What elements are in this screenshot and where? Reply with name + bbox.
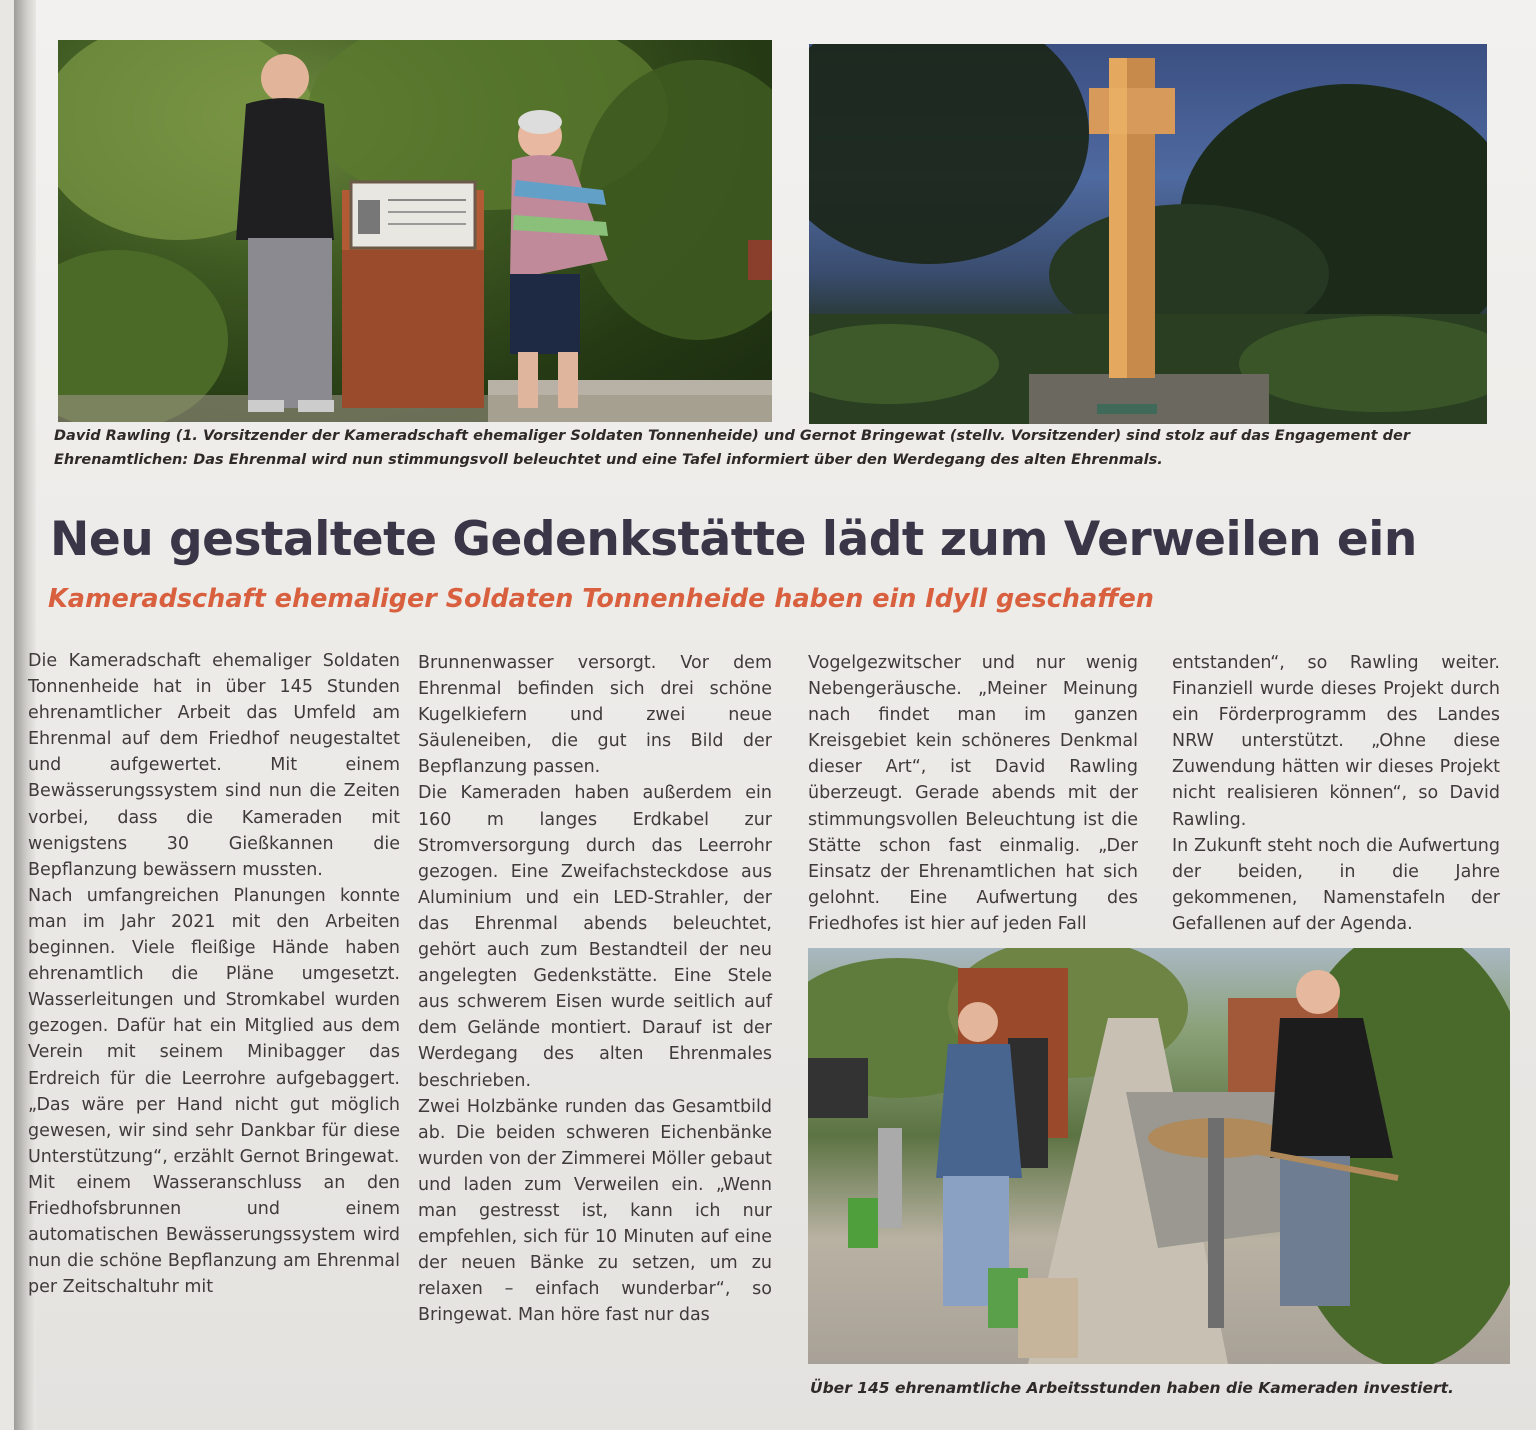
paragraph: Nach umfangreichen Planungen konnte man im Jahr 2021 mit den Arbeiten beginnen. Viele fleißige Hände haben ehrenamtlich die Pläne umgesetzt. Wasserleitungen und Stromkabel wurden gezogen. Dafür hat ein Mitglied aus dem Verein mit seinem Minibagger das Erdreich für die Leerrohre aufgebaggert. „Das wäre per Hand nicht gut möglich gewesen, wir sind sehr Dankbar für diese Unterstützung“, erzählt Gernot Bringewat. <box>28 885 400 1167</box>
photo-men-with-plaque-drawing <box>58 40 772 422</box>
article-column-3 <box>808 650 1138 937</box>
article-subheadline: Kameradschaft ehemaliger Soldaten Tonnenheide haben ein Idyll geschaffen <box>48 584 1154 614</box>
photo-caption-bottom: Über 145 ehrenamtliche Arbeitsstunden haben die Kameraden investiert. <box>810 1379 1454 1397</box>
photo-illuminated-cross <box>809 44 1487 424</box>
photo-illuminated-cross-drawing <box>809 44 1487 424</box>
article-column-2 <box>418 650 772 1328</box>
paragraph: Brunnenwasser versorgt. Vor dem Ehrenmal befinden sich drei schöne Kugelkiefern und zwei neue Säuleneiben, die gut ins Bild der Bepflanzung passen. <box>418 653 772 778</box>
photo-caption-top: David Rawling (1. Vorsitzender der Kameradschaft ehemaliger Soldaten Tonnenheide) und Gernot Bringewat (stellv. Vorsitzender) sind stolz auf das Engagement der Ehrenamtlichen: Das Ehrenmal wird nun stimmungsvoll beleuchtet und eine Tafel informiert über den Werdegang des alten Ehrenmals. <box>54 428 1411 468</box>
paragraph: In Zukunft steht noch die Aufwertung der beiden, in die Jahre gekommenen, Namenstafeln der Gefallenen auf der Agenda. <box>1172 835 1500 934</box>
paragraph: Mit einem Wasseranschluss an den Friedhofsbrunnen und einem automatischen Bewässerungssystem wird nun die schöne Bepflanzung am Ehrenmal per Zeitschaltuhr mit <box>28 1172 400 1298</box>
paragraph: Die Kameraden haben außerdem ein 160 m langes Erdkabel zur Stromversorgung durch das Leerrohr gezogen. Eine Zweifachsteckdose aus Aluminium und ein LED-Strahler, der das Ehrenmal abends beleuchtet, gehört auch zum Bestandteil der neu angelegten Gedenkstätte. Eine Stele aus schwerem Eisen wurde seitlich auf dem Gelände montiert. Darauf ist der Werdegang des alten Ehrenmales beschrieben. <box>418 783 772 1091</box>
photo-volunteers-working-drawing <box>808 948 1510 1364</box>
paragraph: Vogelgezwitscher und nur wenig Nebengeräusche. „Meiner Meinung nach findet man im ganzen Kreisgebiet kein schöneres Denkmal dieser Art“, ist David Rawling überzeugt. Gerade abends mit der stimmungsvollen Beleuchtung ist die Stätte schon fast einmalig. „Der Einsatz der Ehrenamtlichen hat sich gelohnt. Eine Aufwertung des Friedhofes ist hier auf jeden Fall <box>808 653 1138 934</box>
article-column-4 <box>1172 650 1500 937</box>
article-column-1 <box>28 648 400 1300</box>
photo-volunteers-working <box>808 948 1510 1364</box>
photo-men-with-plaque <box>58 40 772 422</box>
article-headline: Neu gestaltete Gedenkstätte lädt zum Verweilen ein <box>50 512 1417 567</box>
paragraph: Zwei Holzbänke runden das Gesamtbild ab. Die beiden schweren Eichenbänke wurden von der Zimmerei Möller gebaut und laden zum Verweilen ein. „Wenn man gestresst ist, kann ich nur empfehlen, sich für 10 Minuten auf eine der neuen Bänke zu setzen, um zu relaxen – einfach wunderbar“, so Bringewat. Man höre fast nur das <box>418 1096 772 1326</box>
paragraph: entstanden“, so Rawling weiter. Finanziell wurde dieses Projekt durch ein Förderprogramm des Landes NRW unterstützt. „Ohne diese Zuwendung hätten wir dieses Projekt nicht realisieren können“, so David Rawling. <box>1172 653 1500 830</box>
paragraph: Die Kameradschaft ehemaliger Soldaten Tonnenheide hat in über 145 Stunden ehrenamtlicher Arbeit das Umfeld am Ehrenmal auf dem Friedhof neugestaltet und aufgewertet. Mit einem Bewässerungssystem sind nun die Zeiten vorbei, dass die Kameraden mit wenigstens 30 Gießkannen die Bepflanzung bewässern mussten. <box>28 651 400 880</box>
